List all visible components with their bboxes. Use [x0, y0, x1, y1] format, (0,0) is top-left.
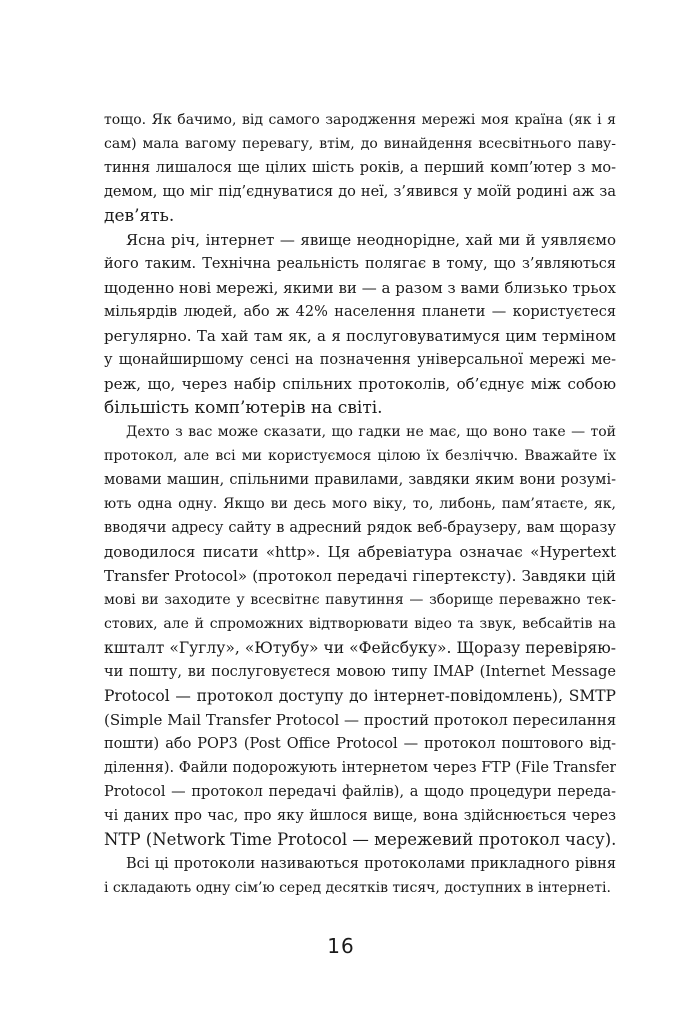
- text-line: тиння лишалося ще цілих шість років, а перший комп’ютер з мо-: [104, 160, 616, 176]
- text-line: стових, але й спроможних відтворювати відео та звук, вебсайтів на: [104, 616, 616, 632]
- text-line: доводилося писати «http». Ця абревіатура означає «Hypertext: [104, 543, 616, 561]
- text-line: (Simple Mail Transfer Protocol — простий протокол пересилання: [104, 711, 616, 729]
- text-line: Всі ці протоколи називаються протоколами прикладного рівня: [126, 856, 616, 872]
- text-line: NTP (Network Time Protocol — мережевий протокол часу).: [104, 830, 616, 849]
- text-line: мові ви заходите у всесвітнє павутиння — зборище переважно тек-: [104, 592, 616, 608]
- page-number: 16: [327, 934, 355, 958]
- text-line: регулярно. Та хай там як, а я послуговуватимуся цим терміном: [104, 327, 616, 345]
- text-line: Protocol — протокол доступу до інтернет-повідомлень), SMTP: [104, 687, 616, 705]
- text-line: тощо. Як бачимо, від самого зародження мережі моя країна (як і я: [104, 112, 616, 128]
- text-line: Protocol — протокол передачі файлів), а щодо процедури переда-: [104, 784, 616, 800]
- paragraph-4: [104, 852, 616, 900]
- text-line: Дехто з вас може сказати, що гадки не має, що воно таке — той: [126, 424, 616, 440]
- text-line: Ясна річ, інтернет — явище неоднорідне, хай ми й уявляємо: [126, 231, 616, 249]
- document-page: [104, 108, 616, 900]
- text-line: у щонайширшому сенсі на позначення універсальної мережі ме-: [104, 352, 616, 368]
- text-line: дев’ять.: [104, 206, 175, 226]
- paragraph-1: [104, 108, 616, 228]
- text-line: протокол, але всі ми користуємося цілою їх безліччю. Вважайте їх: [104, 448, 616, 464]
- text-line: ють одна одну. Якщо ви десь мого віку, то, либонь, пам’ятаєте, як,: [104, 496, 616, 512]
- text-line: сам) мала вагому перевагу, втім, до винайдення всесвітнього паву-: [104, 136, 616, 152]
- text-line: вводячи адресу сайту в адресний рядок веб-браузеру, вам щоразу: [104, 520, 616, 536]
- text-line: щоденно нові мережі, якими ви — а разом з вами близько трьох: [104, 279, 616, 297]
- text-line: його таким. Технічна реальність полягає в тому, що з’являються: [104, 256, 616, 272]
- text-line: мільярдів людей, або ж 42% населення планети — користуєтеся: [104, 304, 616, 320]
- text-line: і складають одну сім’ю серед десятків тисяч, доступних в інтернеті.: [104, 880, 611, 896]
- text-line: більшість комп’ютерів на світі.: [104, 398, 383, 418]
- text-line: кшталт «Гуглу», «Ютубу» чи «Фейсбуку». Щоразу перевіряю-: [104, 639, 616, 657]
- text-line: ділення). Файли подорожують інтернетом через FTP (File Transfer: [104, 760, 616, 776]
- text-line: мовами машин, спільними правилами, завдяки яким вони розумі-: [104, 472, 616, 488]
- text-line: Transfer Protocol» (протокол передачі гіпертексту). Завдяки цій: [104, 567, 616, 585]
- text-line: демом, що міг під’єднуватися до неї, з’явився у моїй родині аж за: [104, 184, 616, 200]
- text-line: чи пошту, ви послуговуєтеся мовою типу IMAP (Internet Message: [104, 664, 616, 680]
- paragraph-2: [104, 228, 616, 420]
- paragraph-3: [104, 420, 616, 852]
- text-line: чі даних про час, про яку йшлося вище, вона здійснюється через: [104, 808, 616, 824]
- text-line: реж, що, через набір спільних протоколів, об’єднує між собою: [104, 375, 616, 393]
- text-line: пошти) або POP3 (Post Office Protocol — протокол поштового від-: [104, 736, 616, 752]
